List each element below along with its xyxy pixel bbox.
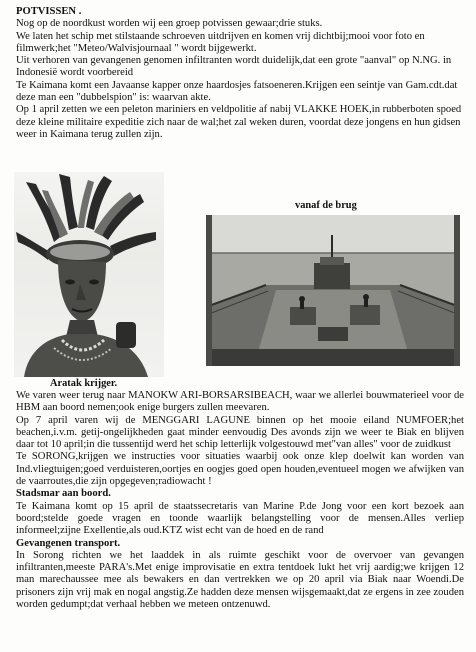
paragraph: Uit verhoren van gevangenen genomen infiltranten wordt duidelijk,dat een grote "aanval" op N.NG. in Indonesië wordt voorbereid bbox=[16, 55, 452, 79]
paragraph: Op 1 april zetten we een peleton mariniers en veldpolitie af nabij VLAKKE HOEK,in rubberboten spoed deze kleine militaire expeditie zich naar de wal;het zal weken duren, voordat deze jongens en hun gidsen weer in Kaimana terug zullen zijn. bbox=[16, 104, 462, 140]
paragraph: We laten het schip met stilstaande schroeven uitdrijven en komen vrij dichtbij;mooi voor foto en filmwerk;het "Meteo/Walvisjournaal " wordt bijgewerkt. bbox=[16, 30, 425, 54]
photo-caption-right: vanaf de brug bbox=[295, 200, 357, 211]
section-voyage bbox=[16, 390, 464, 611]
heading-potvissen: POTVISSEN . bbox=[16, 6, 82, 17]
paragraph: In Sorong richten we het laaddek in als ruimte geschikt voor de overvoer van gevangen infiltranten,meeste PARA's.Met enige improvisatie en extra tentdoek lukt het vrij aardig;we krijgen 12 man marechaussee mee als bewakers en dan vertrekken we op 20 april via Biak naar Woendi.De prisoners zijn vrij mak en nogal angstig.Ze hadden deze mensen wijsgemaakt,dat ze ergens in zee zouden worden gedumpt;dat verhaal hebben we meteen ontzenuwd. bbox=[16, 549, 464, 611]
section-potvissen bbox=[16, 6, 464, 141]
warrior-photo bbox=[14, 172, 164, 377]
bridge-view-photo bbox=[206, 215, 460, 366]
bridge-view-drawing bbox=[206, 215, 460, 366]
paragraph: Te Kaimana komt op 15 april de staatssecretaris van Marine P.de Jong voor een kort bezoek aan boord;stelde goede vragen en toonde waarlijk belangstelling voor de mensen.Alles verliep informeel;zijne Exellentie,als oud.KTZ wist echt van de hoed en de rand bbox=[16, 500, 464, 537]
paragraph: Te SORONG,krijgen we instructies voor situaties waarbij ook onze klep doelwit kan worden van Ind.vliegtuigen;goed verduisteren,oortjes en oogjes goed open houden,eventueel mogen we afwijken van de vaarroutes,die zijn opgegeven;radiowacht ! bbox=[16, 451, 464, 488]
heading-gevangenen: Gevangenen transport. bbox=[16, 537, 121, 549]
heading-stadsmar: Stadsmar aan boord. bbox=[16, 488, 111, 500]
paragraph: We varen weer terug naar MANOKW ARI-BORSARSIBEACH, waar we allerlei bouwmaterieel voor de HBM aan boord nemen;ook enige burgers zullen meevaren. bbox=[16, 390, 464, 414]
photo-caption-left: Aratak krijger. bbox=[50, 378, 118, 389]
paragraph: Op 7 april varen wij de MENGGARI LAGUNE binnen op het mooie eiland NUMFOER;het beachen,i.v.m. getij-ongelijkheden gaat minder eenvoudig Des avonds zijn we weer te Biak en blijven daar tot 10 april;in die tussentijd werd het schip letterlijk volgestouwd met"van alles" voor de zuidkust bbox=[16, 414, 464, 451]
paragraph: Te Kaimana komt een Javaanse kapper onze haardosjes fatsoeneren.Krijgen een seintje van Gam.cdt.dat deze man een "dubbelspion" is: waarvan akte. bbox=[16, 79, 458, 104]
paragraph: Nog op de noordkust worden wij een groep potvissen gewaar;drie stuks. bbox=[16, 18, 323, 30]
warrior-photo-drawing bbox=[14, 172, 164, 377]
